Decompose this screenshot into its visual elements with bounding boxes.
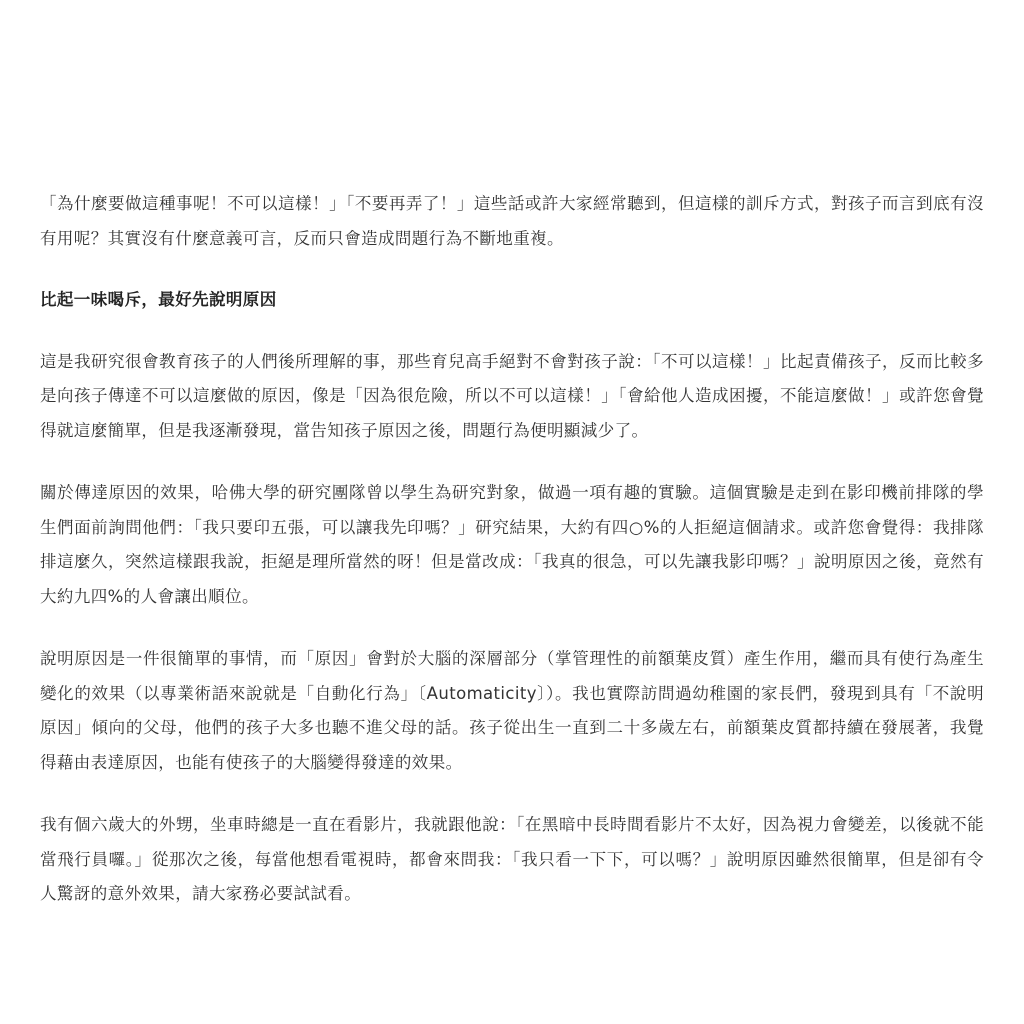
body-paragraph-2: 關於傳達原因的效果，哈佛大學的研究團隊曾以學生為研究對象，做過一項有趣的實驗。這個實驗是走到在影印機前排隊的學生們面前詢問他們：「我只要印五張，可以讓我先印嗎？」研究結果，大約有四○%的人拒絕這個請求。或許您會覺得：我排隊排這麼久，突然這樣跟我說，拒絕是理所當然的呀！但是當改成：「我真的很急，可以先讓我影印嗎？」說明原因之後，竟然有大約九四%的人會讓出順位。 bbox=[40, 483, 984, 606]
body-paragraph-1: 這是我研究很會教育孩子的人們後所理解的事，那些育兒高手絕對不會對孩子說：「不可以這樣！」比起責備孩子，反而比較多是向孩子傳達不可以這麼做的原因，像是「因為很危險，所以不可以這樣！」「會給他人造成困擾，不能這麼做！」或許您會覺得就這麼簡單，但是我逐漸發現，當告知孩子原因之後，問題行為便明顯減少了。 bbox=[40, 351, 984, 440]
intro-paragraph: 「為什麼要做這種事呢！不可以這樣！」「不要再弄了！」這些話或許大家經常聽到，但這樣的訓斥方式，對孩子而言到底有沒有用呢？其實沒有什麼意義可言，反而只會造成問題行為不斷地重複。 bbox=[40, 194, 984, 248]
body-paragraph-4: 我有個六歲大的外甥，坐車時總是一直在看影片，我就跟他說：「在黑暗中長時間看影片不太好，因為視力會變差，以後就不能當飛行員囉。」從那次之後，每當他想看電視時，都會來問我：「我只看一下下，可以嗎？」說明原因雖然很簡單，但是卻有令人驚訝的意外效果，請大家務必要試試看。 bbox=[40, 815, 984, 903]
body-paragraph-3: 說明原因是一件很簡單的事情，而「原因」會對於大腦的深層部分（掌管理性的前額葉皮質）產生作用，繼而具有使行為產生變化的效果（以專業術語來說就是「自動化行為」〔Automaticity〕）。我也實際訪問過幼稚園的家長們，發現到具有「不說明原因」傾向的父母，他們的孩子大多也聽不進父母的話。孩子從出生一直到二十多歲左右，前額葉皮質都持續在發展著，我覺得藉由表達原因，也能有使孩子的大腦變得發達的效果。 bbox=[40, 649, 984, 772]
section-heading: 比起一味喝斥，最好先說明原因 bbox=[40, 290, 277, 309]
article-body bbox=[40, 187, 984, 912]
